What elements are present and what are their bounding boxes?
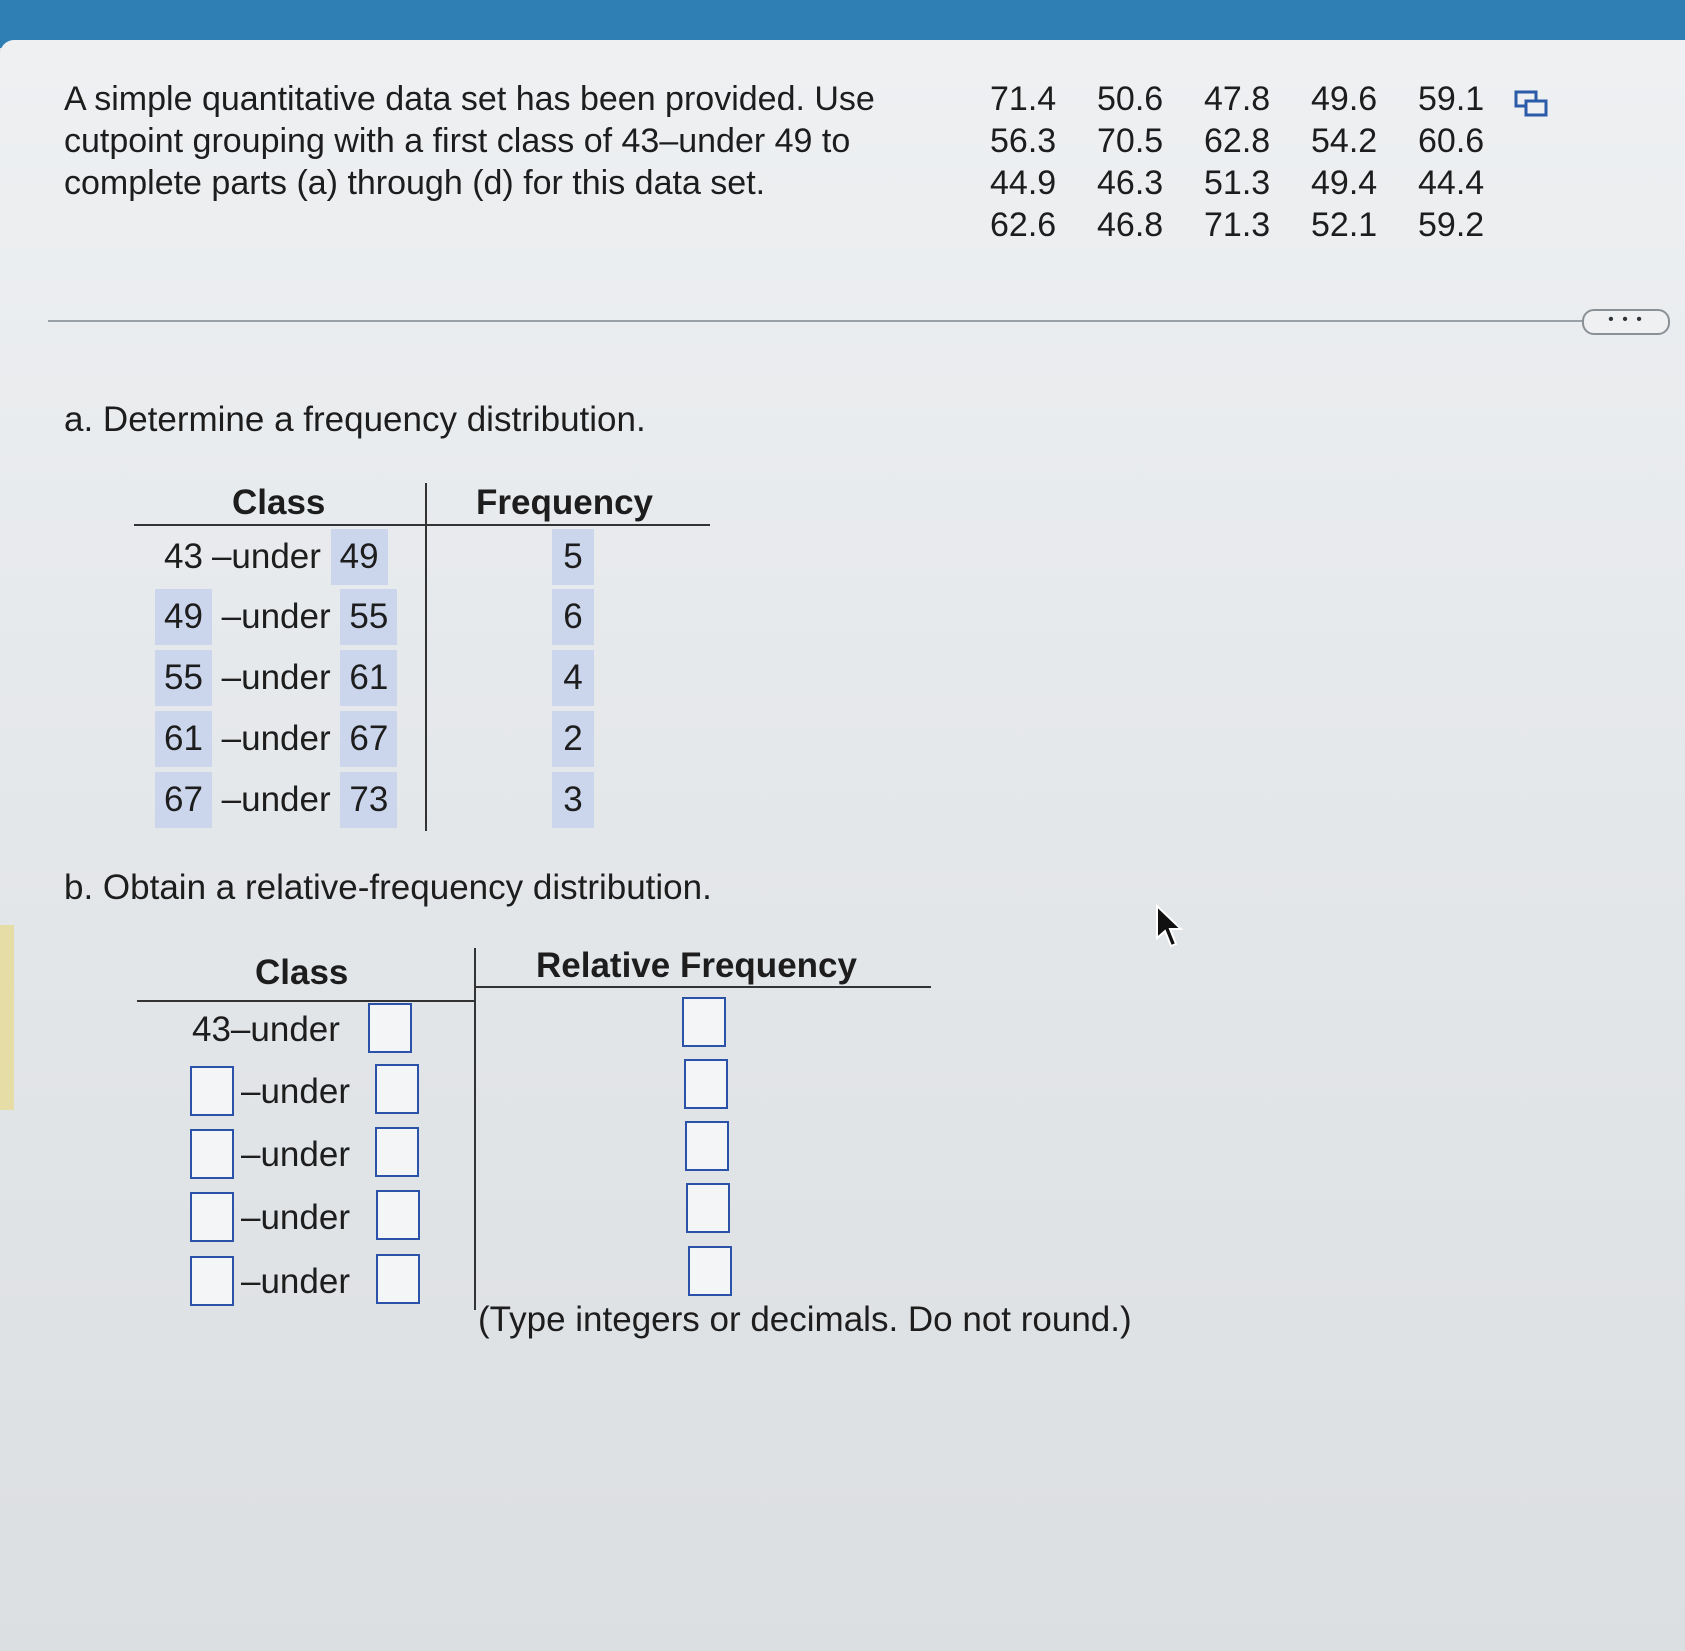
class-upper-answer[interactable]: 61 bbox=[340, 650, 397, 706]
data-value: 50.6 bbox=[1097, 80, 1164, 118]
class-separator: –under bbox=[211, 597, 331, 636]
class-upper-answer[interactable]: 73 bbox=[340, 772, 397, 828]
class-row bbox=[155, 711, 397, 767]
class-lower-input[interactable] bbox=[190, 1256, 234, 1306]
class-header: Class bbox=[232, 483, 326, 522]
class-upper-answer[interactable]: 67 bbox=[340, 711, 397, 767]
data-value: 62.8 bbox=[1204, 122, 1271, 160]
data-value: 59.2 bbox=[1418, 206, 1485, 244]
class-label: 43–under bbox=[192, 1010, 340, 1049]
class-header: Class bbox=[255, 953, 349, 992]
question-panel bbox=[0, 40, 1685, 1651]
class-upper-answer[interactable]: 55 bbox=[340, 589, 397, 645]
frequency-answer[interactable]: 2 bbox=[552, 711, 594, 767]
class-lower-input[interactable] bbox=[190, 1066, 234, 1116]
data-value: 62.6 bbox=[990, 206, 1057, 244]
data-value: 47.8 bbox=[1204, 80, 1271, 118]
class-row bbox=[155, 650, 397, 706]
table-column-rule bbox=[425, 483, 427, 831]
data-value: 46.3 bbox=[1097, 164, 1164, 202]
class-lower-answer[interactable]: 61 bbox=[155, 711, 212, 767]
class-upper-input[interactable] bbox=[376, 1190, 420, 1240]
relative-frequency-input[interactable] bbox=[685, 1121, 729, 1171]
cursor-arrow-icon bbox=[1154, 904, 1184, 952]
data-value: 54.2 bbox=[1311, 122, 1378, 160]
relative-frequency-input[interactable] bbox=[684, 1059, 728, 1109]
data-value: 52.1 bbox=[1311, 206, 1378, 244]
answer-format-note: (Type integers or decimals. Do not round.) bbox=[478, 1300, 1132, 1339]
relative-frequency-header: Relative Frequency bbox=[536, 946, 857, 985]
table-column-rule bbox=[474, 948, 476, 1310]
data-value: 49.4 bbox=[1311, 164, 1378, 202]
class-lower-input[interactable] bbox=[190, 1192, 234, 1242]
data-value: 44.9 bbox=[990, 164, 1057, 202]
left-highlight-strip bbox=[0, 925, 14, 1110]
class-lower-answer[interactable]: 49 bbox=[155, 589, 212, 645]
class-separator: –under bbox=[241, 1135, 350, 1174]
class-upper-input[interactable] bbox=[376, 1254, 420, 1304]
frequency-answer[interactable]: 4 bbox=[552, 650, 594, 706]
class-separator: –under bbox=[241, 1262, 350, 1301]
copy-icon[interactable] bbox=[1514, 90, 1548, 118]
class-lower: 43 bbox=[164, 537, 203, 576]
part-a-label: a. Determine a frequency distribution. bbox=[64, 400, 646, 439]
class-row bbox=[155, 529, 388, 585]
part-b-label: b. Obtain a relative-frequency distribution. bbox=[64, 868, 712, 907]
class-lower-answer[interactable]: 67 bbox=[155, 772, 212, 828]
class-upper-input[interactable] bbox=[375, 1127, 419, 1177]
class-row bbox=[155, 589, 397, 645]
data-value: 56.3 bbox=[990, 122, 1057, 160]
class-lower-input[interactable] bbox=[190, 1129, 234, 1179]
data-value: 51.3 bbox=[1204, 164, 1271, 202]
data-value: 70.5 bbox=[1097, 122, 1164, 160]
class-separator: –under bbox=[241, 1198, 350, 1237]
data-value: 59.1 bbox=[1418, 80, 1485, 118]
class-separator: –under bbox=[211, 780, 331, 819]
class-separator: –under bbox=[211, 537, 321, 576]
data-value: 49.6 bbox=[1311, 80, 1378, 118]
data-value: 46.8 bbox=[1097, 206, 1164, 244]
class-upper-answer[interactable]: 49 bbox=[331, 529, 388, 585]
class-upper-input[interactable] bbox=[368, 1003, 412, 1053]
section-divider bbox=[48, 320, 1638, 322]
relative-frequency-input[interactable] bbox=[688, 1246, 732, 1296]
frequency-header: Frequency bbox=[476, 483, 653, 522]
data-value: 71.4 bbox=[990, 80, 1057, 118]
class-separator: –under bbox=[241, 1072, 350, 1111]
table-header-rule bbox=[475, 986, 931, 988]
frequency-answer[interactable]: 6 bbox=[552, 589, 594, 645]
data-value: 60.6 bbox=[1418, 122, 1485, 160]
class-separator: –under bbox=[211, 719, 331, 758]
question-prompt: A simple quantitative data set has been provided. Use cutpoint grouping with a first class of 43–under 49 to complete parts (a) through (d) for this data set. bbox=[64, 80, 875, 202]
class-separator: –under bbox=[211, 658, 331, 697]
expand-more-button[interactable]: • • • bbox=[1582, 309, 1670, 335]
class-upper-input[interactable] bbox=[375, 1064, 419, 1114]
data-value: 44.4 bbox=[1418, 164, 1485, 202]
relative-frequency-input[interactable] bbox=[682, 997, 726, 1047]
table-header-rule bbox=[134, 524, 710, 526]
class-lower-answer[interactable]: 55 bbox=[155, 650, 212, 706]
relative-frequency-input[interactable] bbox=[686, 1183, 730, 1233]
frequency-answer[interactable]: 5 bbox=[552, 529, 594, 585]
data-set-grid bbox=[990, 78, 1525, 246]
class-row bbox=[155, 772, 397, 828]
table-header-rule bbox=[137, 1000, 475, 1002]
frequency-answer[interactable]: 3 bbox=[552, 772, 594, 828]
data-value: 71.3 bbox=[1204, 206, 1271, 244]
